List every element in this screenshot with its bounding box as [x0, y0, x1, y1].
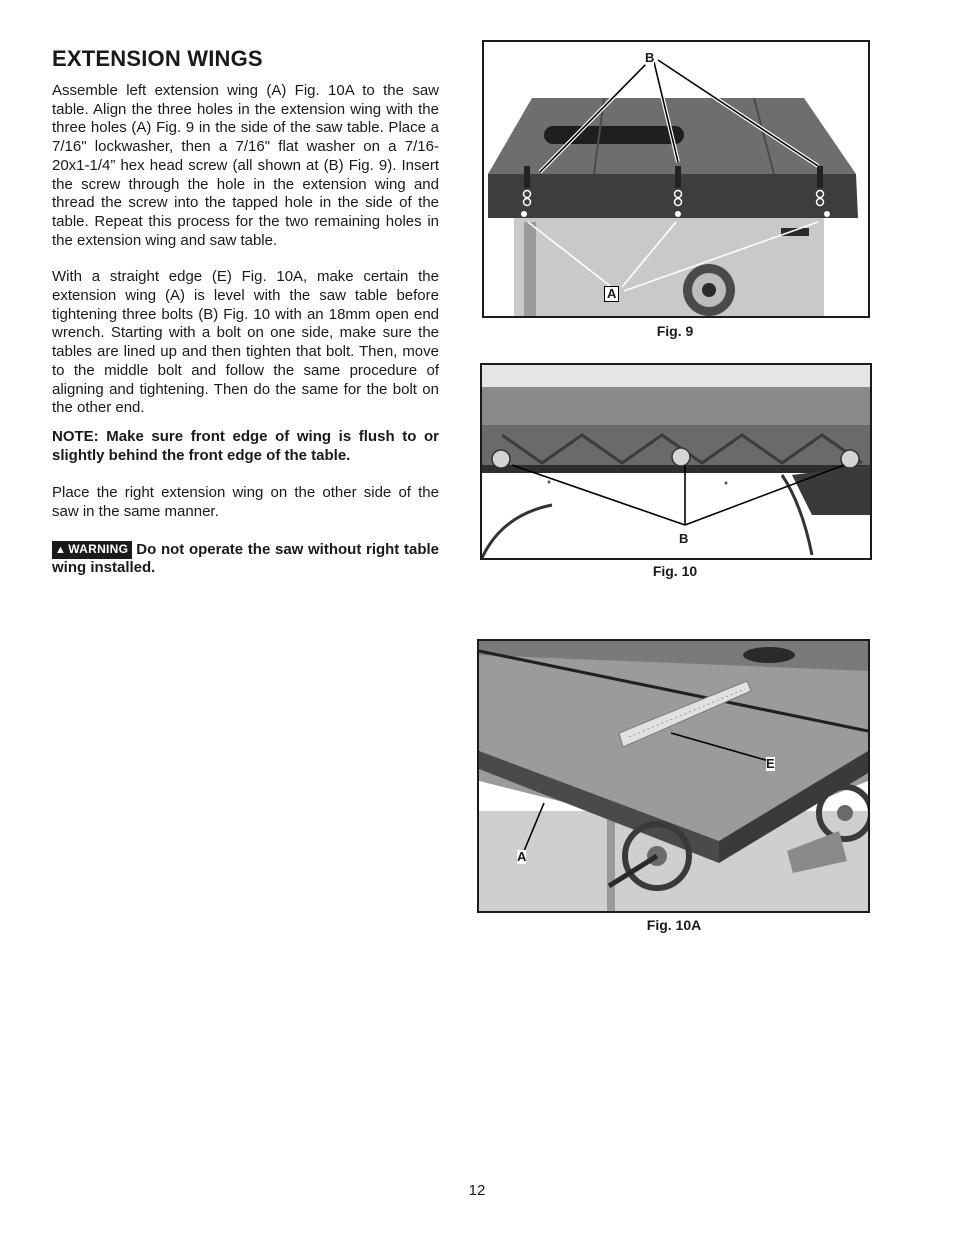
fig9-label-b: B	[645, 50, 655, 65]
warning-text: Do not operate the saw without right table wing installed.	[52, 540, 439, 577]
saw-table-top-illustration	[484, 42, 868, 316]
figure-10-photo	[480, 363, 872, 560]
assembly-paragraph: Assemble left extension wing (A) Fig. 10A to the saw table. Align the three holes in the extension wing with the three holes (A) Fig. 9 in the side of the saw table. Place a 7/16" lockwasher, then a 7/16" flat washer on a 7/16-20x1-1/4” hex head screw (all shown at (B) Fig. 9). Insert the screw through the hole in the extension wing and thread the screw into the tapped hole in the side of the table. Repeat this process for the two remaining holes in the extension wing and saw table.	[52, 82, 439, 249]
fig10-label-b: B	[679, 531, 689, 546]
fig10a-caption: Fig. 10A	[646, 917, 702, 933]
straight-edge-leveling-illustration	[479, 641, 868, 911]
fig10a-label-a: A	[517, 849, 527, 864]
fig10-caption: Fig. 10	[652, 563, 698, 579]
wing-bolts-closeup-illustration	[482, 365, 870, 558]
warning-triangle-icon: ▲	[55, 543, 67, 556]
warning-badge	[52, 541, 132, 559]
page-number: 12	[468, 1182, 486, 1199]
fig10a-label-e: E	[766, 756, 775, 771]
instruction-column	[52, 82, 439, 578]
figure-10a-photo	[477, 639, 870, 913]
fig9-label-a: A	[604, 286, 619, 302]
warning-badge-label: WARNING	[68, 541, 129, 556]
leveling-paragraph: With a straight edge (E) Fig. 10A, make certain the extension wing (A) is level with the saw table before tightening three bolts (B) Fig. 10 with an 18mm open end wrench. Starting with a bolt on one side, make sure the tables are lined up and then tighten that bolt. Then, move to the middle bolt and follow the same procedure of aligning and tightening. Then do the same for the bolt on the other end.	[52, 268, 439, 417]
fig9-caption: Fig. 9	[656, 323, 694, 339]
right-wing-paragraph: Place the right extension wing on the other side of the saw in the same manner.	[52, 484, 439, 521]
figure-9-photo	[482, 40, 870, 318]
warning-paragraph	[52, 541, 439, 578]
note-paragraph: NOTE: Make sure front edge of wing is flush to or slightly behind the front edge of the table.	[52, 427, 439, 464]
section-title: EXTENSION WINGS	[52, 46, 263, 71]
